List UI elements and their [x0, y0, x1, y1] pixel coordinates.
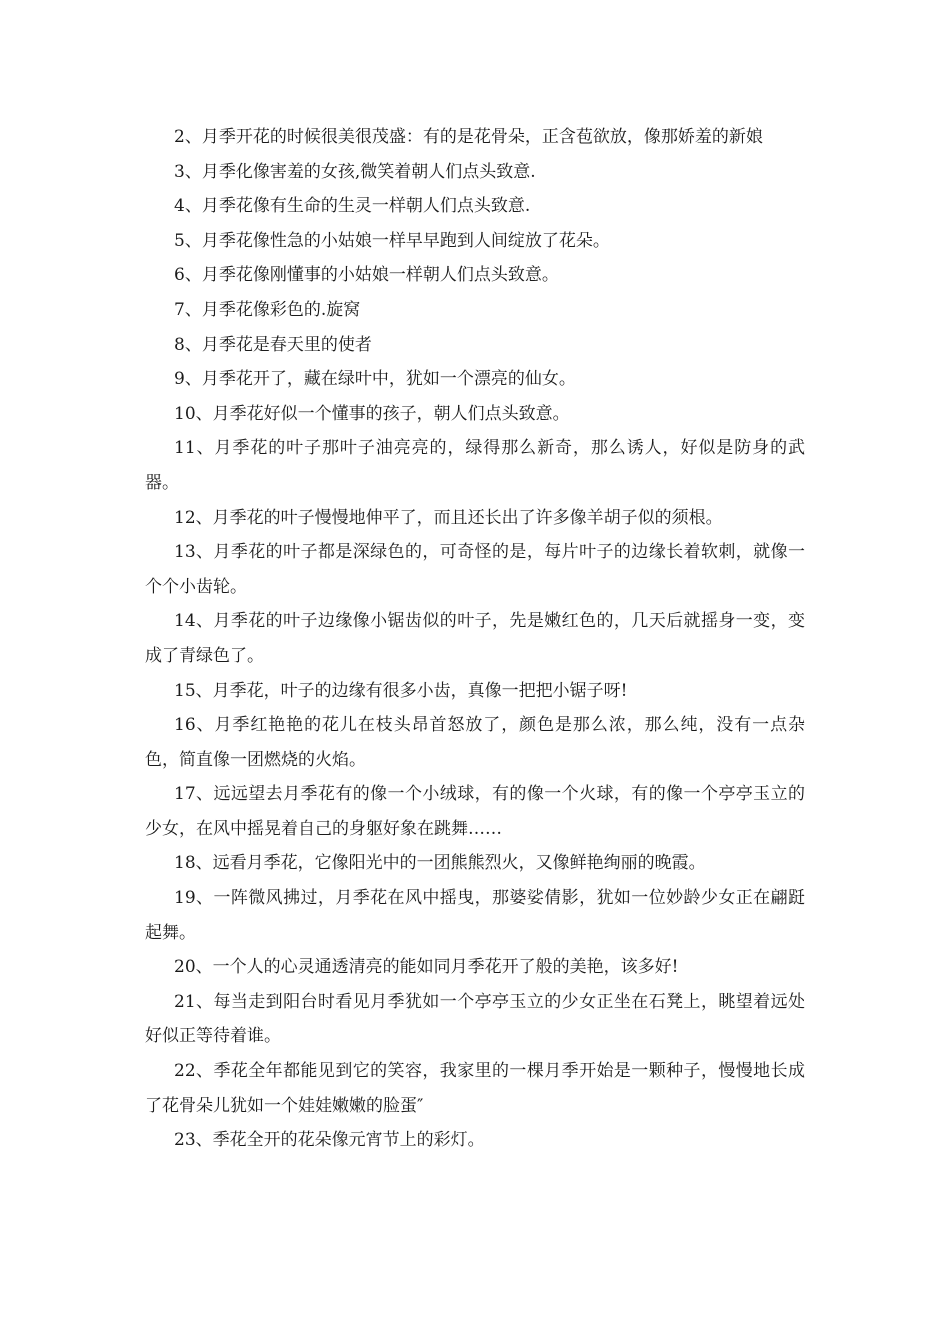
paragraph-5: 5、月季花像性急的小姑娘一样早早跑到人间绽放了花朵。	[174, 230, 610, 251]
paragraph-20: 20、一个人的心灵通透清亮的能如同月季花开了般的美艳，该多好!	[174, 957, 679, 978]
paragraph-6: 6、月季花像刚懂事的小姑娘一样朝人们点头致意。	[174, 265, 559, 286]
paragraph-10: 10、月季花好似一个懂事的孩子，朝人们点头致意。	[174, 403, 570, 424]
paragraph-22: 22、季花全年都能见到它的笑容，我家里的一棵月季开始是一颗种子，慢慢地长成了花骨朵儿犹如一个娃娃嫩嫩的脸蛋″	[145, 1061, 805, 1116]
paragraph-18: 18、远看月季花，它像阳光中的一团熊熊烈火，又像鲜艳绚丽的晚霞。	[174, 853, 706, 874]
paragraph-21: 21、每当走到阳台时看见月季犹如一个亭亭玉立的少女正坐在石凳上，眺望着远处好似正等待着谁。	[145, 991, 805, 1047]
paragraph-13: 13、月季花的叶子都是深绿色的，可奇怪的是，每片叶子的边缘长着软刺，就像一个个小齿轮。	[145, 542, 805, 597]
paragraph-4: 4、月季花像有生命的生灵一样朝人们点头致意.	[174, 196, 531, 217]
paragraph-23: 23、季花全开的花朵像元宵节上的彩灯。	[174, 1130, 485, 1151]
paragraph-19: 19、一阵微风拂过，月季花在风中摇曳，那婆娑倩影，犹如一位妙龄少女正在翩跹起舞。	[145, 888, 805, 943]
paragraph-2: 2、月季开花的时候很美很茂盛：有的是花骨朵，正含苞欲放，像那娇羞的新娘	[174, 127, 763, 147]
paragraph-17: 17、远远望去月季花有的像一个小绒球，有的像一个火球，有的像一个亭亭玉立的少女，在风中摇晃着自己的身躯好象在跳舞……	[145, 784, 805, 839]
paragraph-15: 15、月季花，叶子的边缘有很多小齿，真像一把把小锯子呀!	[174, 680, 628, 701]
paragraph-14: 14、月季花的叶子边缘像小锯齿似的叶子，先是嫩红色的，几天后就摇身一变，变成了青绿色了。	[145, 611, 805, 666]
paragraph-12: 12、月季花的叶子慢慢地伸平了，而且还长出了许多像羊胡子似的须根。	[174, 507, 723, 528]
paragraph-7: 7、月季花像彩色的.旋窝	[174, 299, 361, 320]
paragraph-8: 8、月季花是春天里的使者	[174, 334, 372, 355]
paragraph-11: 11、月季花的叶子那叶子油亮亮的，绿得那么新奇，那么诱人，好似是防身的武器。	[145, 438, 805, 493]
paragraph-9: 9、月季花开了，藏在绿叶中，犹如一个漂亮的仙女。	[174, 369, 576, 390]
document-body	[145, 120, 805, 1158]
paragraph-16: 16、月季红艳艳的花儿在枝头昂首怒放了，颜色是那么浓，那么纯，没有一点杂色，简直像一团燃烧的火焰。	[145, 715, 805, 770]
paragraph-3: 3、月季化像害羞的女孩,微笑着朝人们点头致意.	[174, 161, 536, 182]
